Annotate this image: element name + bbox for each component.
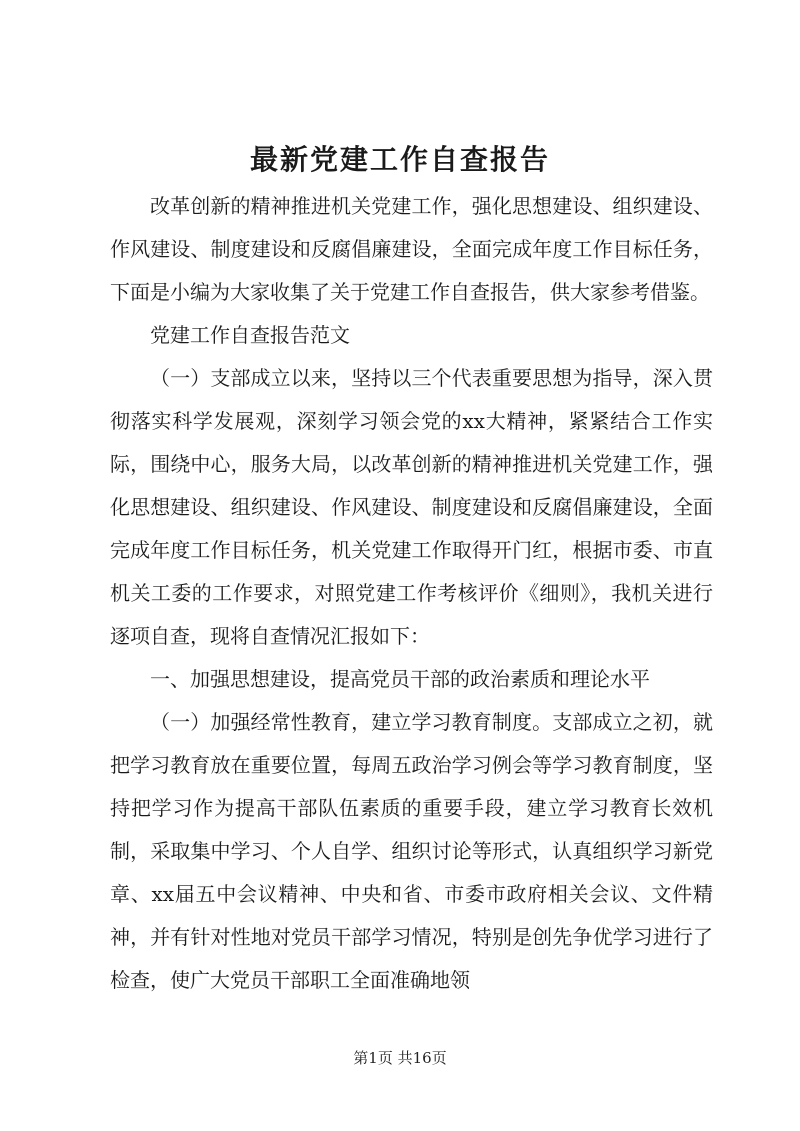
section-heading: 一、加强思想建设，提高党员干部的政治素质和理论水平 xyxy=(150,667,650,691)
paragraph-intro: 改革创新的精神推进机关党建工作，强化思想建设、组织建设、作风建设、制度建设和反腐倡廉建设，全面完成年度工作目标任务，下面是小编为大家收集了关于党建工作自查报告，供大家参考借鉴。 xyxy=(110,194,713,304)
paragraph-education: （一）加强经常性教育，建立学习教育制度。支部成立之初，就把学习教育放在重要位置，每周五政治学习例会等学习教育制度，坚持把学习作为提高干部队伍素质的重要手段，建立学习教育长效机制，采取集中学习、个人自学、组织讨论等形式，认真组织学习新党章、xx届五中会议精神、中央和省、市委市政府相关会议、文件精神，并有针对性地对党员干部学习情况，特别是创先争优学习进行了检查，使广大党员干部职工全面准确地领 xyxy=(110,710,713,992)
page-number-footer: 第1页 共16页 xyxy=(353,1049,447,1067)
paragraph-subtitle: 党建工作自查报告范文 xyxy=(150,323,350,347)
document-title: 最新党建工作自查报告 xyxy=(249,143,550,176)
document-body xyxy=(110,185,713,1002)
paragraph-overview: （一）支部成立以来，坚持以三个代表重要思想为指导，深入贯彻落实科学发展观，深刻学习领会党的xx大精神，紧紧结合工作实际，围绕中心，服务大局，以改革创新的精神推进机关党建工作，强化思想建设、组织建设、作风建设、制度建设和反腐倡廉建设，全面完成年度工作目标任务，机关党建工作取得开门红，根据市委、市直机关工委的工作要求，对照党建工作考核评价《细则》，我机关进行逐项自查，现将自查情况汇报如下： xyxy=(110,366,713,648)
